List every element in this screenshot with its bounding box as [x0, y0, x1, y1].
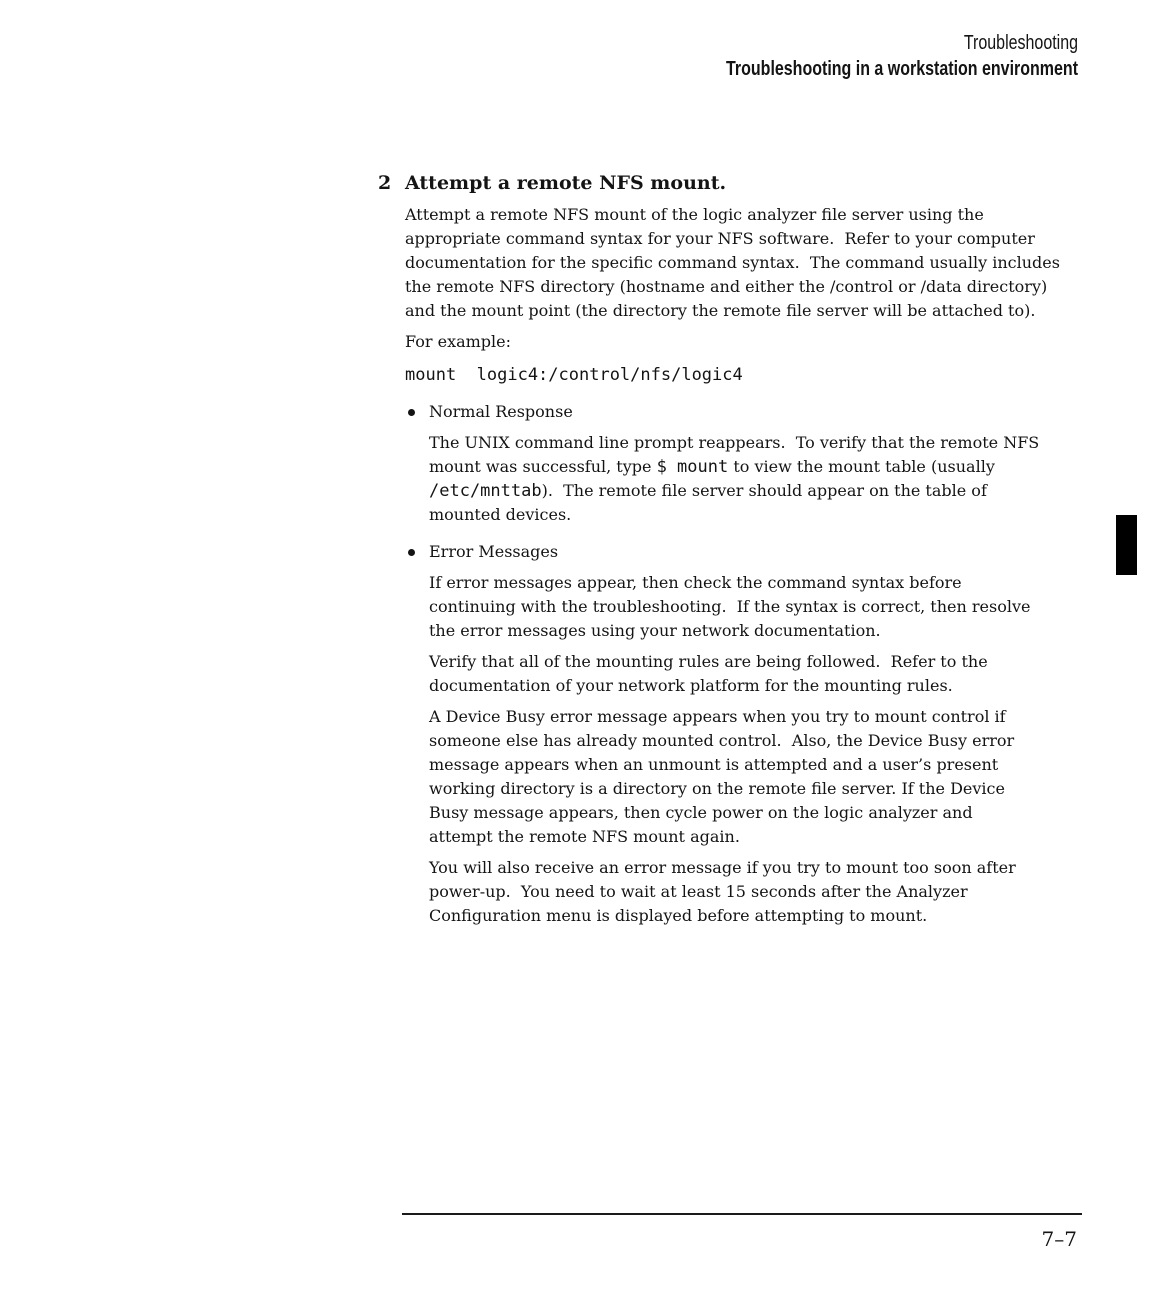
example-command: mount logic4:/control/nfs/logic4 [405, 365, 743, 385]
page-header [638, 30, 1078, 82]
error-messages-paragraph-3: A Device Busy error message appears when you try to mount control if someone else has already mounted control. Also, the Device Busy error message appears when an unmount is attempted and a user’s present working directory is a directory on the remote file server. If the Device Busy message appears, then cycle power on the logic analyzer and attempt the remote NFS mount again. [429, 707, 1020, 846]
chapter-edge-tab [1116, 515, 1137, 575]
inline-path: /etc/mnttab [429, 481, 542, 501]
step-section [378, 170, 1080, 935]
bullet-error-messages [405, 540, 1068, 928]
text-segment: to view the mount table (usually [728, 457, 1000, 476]
step-number: 2 [378, 172, 392, 194]
bullet-title-normal-response: Normal Response [429, 402, 573, 421]
bullet-icon [408, 549, 415, 556]
error-messages-paragraph-4: You will also receive an error message if you try to mount too soon after power-up. You need to wait at least 15 seconds after the Analyzer Configuration menu is displayed before attempting to mount. [429, 858, 1021, 925]
inline-command: $ mount [656, 457, 729, 477]
error-messages-paragraph-1: If error messages appear, then check the command syntax before continuing with the troubleshooting. If the syntax is correct, then resolve the error messages using your network documentation. [429, 573, 1036, 640]
normal-response-paragraph [429, 431, 1045, 527]
header-section-title: Troubleshooting in a workstation environment [725, 58, 1078, 80]
intro-paragraph: Attempt a remote NFS mount of the logic analyzer file server using the appropriate command syntax for your NFS software. Refer to your computer documentation for the specific command syntax. The command usually includes the remote NFS directory (hostname and either the /control or /data directory) and the mount point (the directory the remote file server will be attached to). [405, 205, 1066, 320]
error-messages-paragraph-2: Verify that all of the mounting rules are being followed. Refer to the documentation of your network platform for the mounting rules. [429, 652, 993, 695]
step-heading [378, 170, 1080, 196]
bullet-normal-response [405, 400, 1068, 527]
step-body [405, 203, 1068, 928]
example-label: For example: [405, 332, 512, 351]
bullet-icon [408, 409, 415, 416]
text-segment: ). The remote file server should appear on the table of mounted devices. [429, 481, 992, 524]
step-title: Attempt a remote NFS mount. [405, 172, 727, 194]
text-segment: The UNIX command line prompt reappears. To verify that the remote NFS mount was successful, type [429, 433, 1045, 476]
header-chapter-title: Troubleshooting [963, 32, 1078, 54]
footer-rule [402, 1213, 1082, 1215]
page-number: 7–7 [1041, 1227, 1077, 1251]
bullet-title-error-messages: Error Messages [429, 542, 559, 561]
